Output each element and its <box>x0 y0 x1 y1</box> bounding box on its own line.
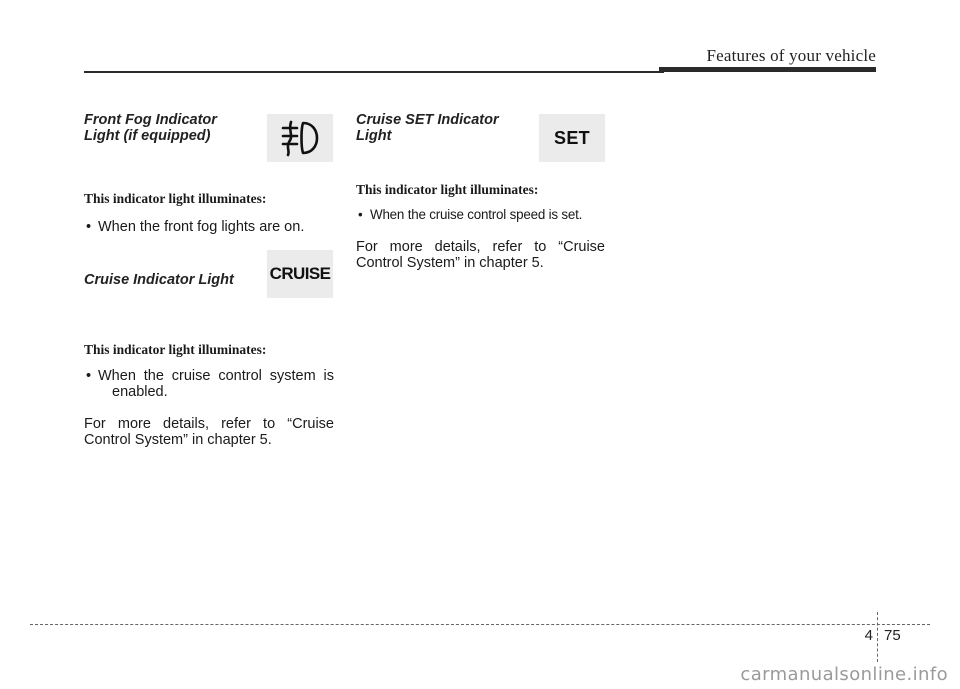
set-icon-label: SET <box>554 127 590 148</box>
set-bullet-text: When the cruise control speed is set. <box>370 207 583 222</box>
page-header-title: Features of your vehicle <box>706 46 876 65</box>
cruise-section <box>84 272 334 448</box>
bullet-dot: • <box>358 207 363 222</box>
page-number: 75 <box>884 627 901 644</box>
fog-bullet <box>84 219 334 235</box>
site-watermark: carmanualsonline.info <box>740 664 948 685</box>
header-rule-thick <box>659 67 876 72</box>
set-paragraph <box>356 239 605 271</box>
set-subhead: This indicator light illuminates: <box>356 182 539 197</box>
fog-title-line1: Front Fog Indicator <box>84 112 217 128</box>
set-para-line1: For more details, refer to “Cruise <box>356 239 605 255</box>
set-title-line1: Cruise SET Indicator <box>356 112 499 128</box>
footer-page-divider <box>877 612 878 662</box>
cruise-bullet <box>84 368 334 400</box>
front-fog-lamp-symbol <box>278 118 322 158</box>
set-bullet <box>356 207 606 223</box>
bullet-dot: • <box>86 368 92 384</box>
cruise-bullet-line1: When the cruise control system is <box>98 368 334 384</box>
fog-subhead: This indicator light illuminates: <box>84 191 267 206</box>
front-fog-lamp-icon <box>267 114 333 162</box>
header-rule-thin <box>84 71 664 73</box>
chapter-number: 4 <box>864 627 873 644</box>
set-title-line2: Light <box>356 128 392 144</box>
set-para-line2: Control System” in chapter 5. <box>356 255 544 271</box>
cruise-indicator-icon <box>267 250 333 298</box>
cruise-set-indicator-icon <box>539 114 605 162</box>
cruise-subhead: This indicator light illuminates: <box>84 342 267 357</box>
fog-title-line2: Light (if equipped) <box>84 128 211 144</box>
bullet-dot: • <box>86 219 92 235</box>
cruise-title: Cruise Indicator Light <box>84 272 234 288</box>
fog-bullet-text: When the front fog lights are on. <box>98 219 305 235</box>
cruise-bullet-line2: enabled. <box>112 384 168 400</box>
cruise-para-line1: For more details, refer to “Cruise <box>84 416 334 432</box>
footer-dashed-rule <box>30 624 930 625</box>
cruise-paragraph <box>84 416 334 448</box>
cruise-icon-label: CRUISE <box>269 264 331 283</box>
cruise-para-line2: Control System” in chapter 5. <box>84 432 272 448</box>
